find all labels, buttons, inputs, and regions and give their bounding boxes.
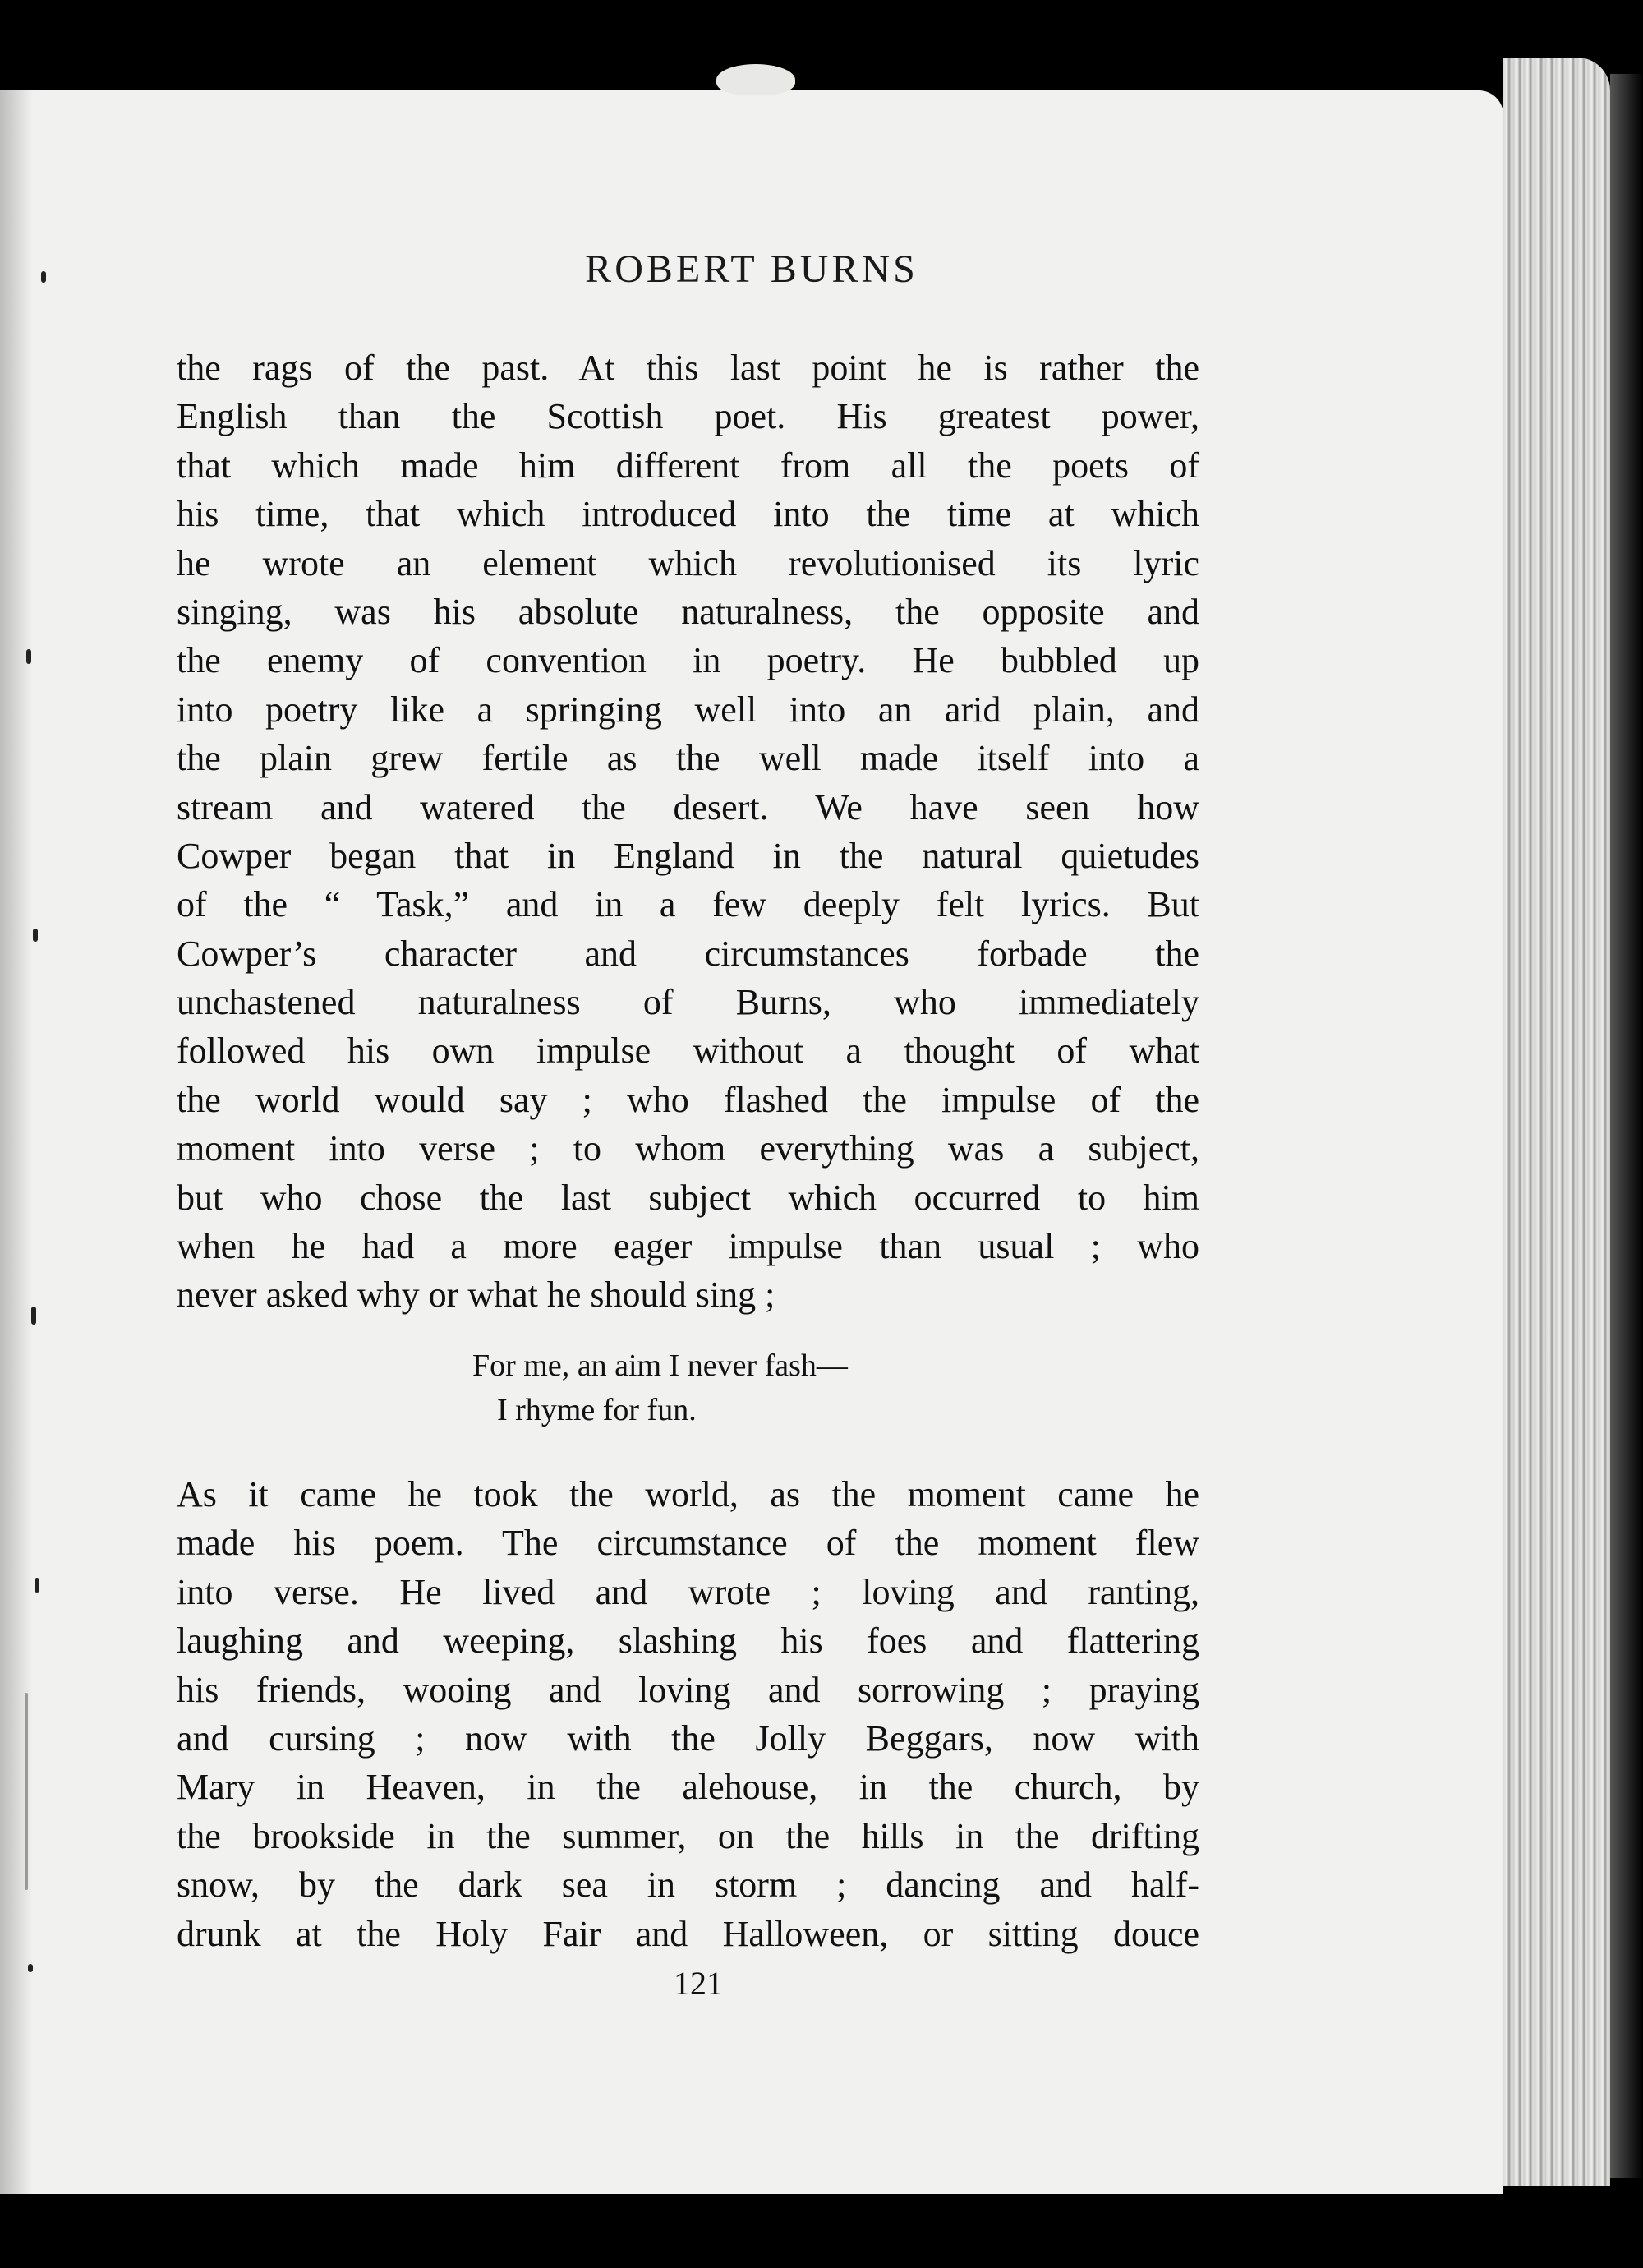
text-line: into verse. He lived and wrote ; loving and ranting,	[177, 1571, 1199, 1612]
page-tear	[716, 64, 795, 95]
margin-mark	[33, 929, 38, 942]
page-number: 121	[674, 1965, 723, 2002]
page-stack-edge	[1503, 58, 1610, 2186]
verse-line: I rhyme for fun.	[497, 1393, 697, 1427]
margin-mark	[26, 649, 31, 664]
text-line: the world would say ; who flashed the impulse of the	[177, 1079, 1199, 1120]
margin-line	[25, 1693, 28, 1890]
text-line: laughing and weeping, slashing his foes and flattering	[177, 1620, 1199, 1662]
binding-shadow	[0, 90, 33, 2194]
text-line: Mary in Heaven, in the alehouse, in the church, by	[177, 1767, 1199, 1808]
running-head: ROBERT BURNS	[585, 247, 918, 291]
text-line: As it came he took the world, as the moment came he	[177, 1474, 1199, 1514]
text-line: the plain grew fertile as the well made itself into a	[177, 738, 1199, 779]
margin-mark	[35, 1578, 39, 1593]
text-line: but who chose the last subject which occurred to him	[177, 1177, 1199, 1218]
text-line: stream and watered the desert. We have seen how	[177, 786, 1199, 827]
text-line: the brookside in the summer, on the hills in the drifting	[177, 1815, 1199, 1856]
text-line: his friends, wooing and loving and sorrowing ; praying	[177, 1669, 1199, 1710]
text-line: when he had a more eager impulse than usual ; who	[177, 1226, 1199, 1267]
text-line: never asked why or what he should sing ;	[177, 1275, 775, 1316]
text-line: Cowper began that in England in the natural quietudes	[177, 835, 1199, 876]
text-line: English than the Scottish poet. His greatest power,	[177, 396, 1199, 437]
text-line: unchastened naturalness of Burns, who immediately	[177, 982, 1199, 1023]
text-line: into poetry like a springing well into an arid plain, and	[177, 689, 1199, 730]
text-line: snow, by the dark sea in storm ; dancing and half-	[177, 1865, 1199, 1906]
text-line: the rags of the past. At this last point he is rather the	[177, 348, 1199, 388]
paragraph-1	[177, 343, 1199, 1320]
text-line: that which made him different from all the poets of	[177, 445, 1199, 486]
text-line: singing, was his absolute naturalness, the opposite and	[177, 591, 1199, 632]
text-line: his time, that which introduced into the time at which	[177, 494, 1199, 535]
text-line: he wrote an element which revolutionised its lyric	[177, 542, 1199, 583]
text-line: drunk at the Holy Fair and Halloween, or sitting douce	[177, 1913, 1199, 1954]
text-line: followed his own impulse without a thought of what	[177, 1030, 1199, 1072]
text-line: made his poem. The circumstance of the moment flew	[177, 1523, 1199, 1564]
verse-quote	[472, 1344, 848, 1432]
text-line: moment into verse ; to whom everything was a subject,	[177, 1128, 1199, 1169]
paragraph-2	[177, 1470, 1199, 1958]
verse-line: For me, an aim I never fash—	[472, 1348, 848, 1383]
margin-mark	[31, 1307, 36, 1325]
page-edge-shadow	[1610, 74, 1643, 2178]
text-line: the enemy of convention in poetry. He bubbled up	[177, 640, 1199, 681]
text-line: Cowper’s character and circumstances forbade the	[177, 933, 1199, 974]
text-line: of the “ Task,” and in a few deeply felt lyrics. But	[177, 884, 1199, 925]
text-line: and cursing ; now with the Jolly Beggars, now with	[177, 1717, 1199, 1759]
